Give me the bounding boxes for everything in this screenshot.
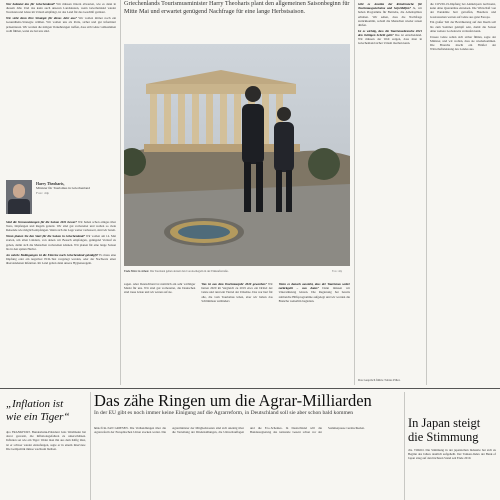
paragraph: hmk./fvm./JAN GRIESEN. Die Verhandlungen über die Agrarreform der Europäischen Union stocken weiter. Die Agrarminister der Mitgliedstaaten sind sich uneinig über die Verteilung der Direktzahlungen, die Umweltauflagen und die Eco-Schemes. In Deutschland will die Bundesregierung das nationale Gesetz schon vor der Sommerpause verabschieden. [94, 426, 365, 435]
agrar-article-text [94, 426, 400, 500]
japan-headline: In Japan steigt die Stimmung [408, 416, 481, 444]
agrar-subheadline: In der EU gibt es noch immer keine Einigung auf die Agrarreform, in Deutschland soll sie aber schon bald kommen [94, 410, 354, 416]
question: Wann planen Sie den Start für die Saison in Griechenland? [6, 234, 85, 239]
paragraph: sagen. Aber Deutschland ist natürlich ein sehr wichtiger Markt für uns. Wir sind gut vorbereitet, die Deutschen sind treue Gäste und wir setzen auf sie. [124, 282, 196, 295]
question: Sind die Voraussetzungen für die Saison 2021 besser? [6, 220, 77, 224]
question: Wenn es danach aussieht, dass der Tourismus weiter zurückgeht – was dann? [278, 282, 350, 291]
answer: Ja, wir haben Programme für Betriebe, die Arbeitsplätze erhalten. Wir sehen, dass die Nachfrage zurückkommt, sobald die Menschen wieder reisen dürfen. [358, 6, 422, 28]
answer: Es muss eine Impfung oder ein negativer PCR-Test vorgelegt werden, oder der Nachweis einer überstandenen Infektion. Im Land gelten dann unsere Hygieneregeln. [6, 252, 116, 266]
photo-headline [124, 0, 350, 44]
agrar-headline: Das zähe Ringen um die Agrar-Milliarden [94, 391, 372, 410]
author-caption [36, 182, 90, 195]
question: War bedeutet das für Griechenland? [6, 2, 55, 6]
paragraph: Unsere Gäste sollen sich sicher fühlen, sagte der Minister, und wir wollen, dass sie wiederkommen. Die Branche macht ein Fünftel der Wirtschaftsleistung des Landes aus. [430, 34, 496, 52]
photo-credit: Foto: ddp [332, 270, 343, 273]
photo-caption-text: Die Touristen gehen derzeit den Corona-Regeln in der Einkaufsstraße. [149, 270, 229, 273]
author-suit [8, 199, 30, 214]
section-divider [0, 388, 500, 389]
column-divider [120, 0, 121, 385]
interview-column-left [6, 2, 116, 177]
photo-caption [124, 270, 350, 274]
author-role: Minister für Tourismus in Griechenland [36, 186, 90, 191]
author-face [13, 184, 25, 198]
question: Wie sieht denn Ihre Strategie für dieses Jahr aus? [6, 16, 77, 21]
answer: Wir müssen Ostern abwarten, wie es dann in diesem Jahr. Und das kann auch unseren Landsleuten, wenn Griechenland wieder Touristen und Gäste im Urlaub empfängt, ist das Land für das Geschäft gerüstet. [6, 2, 116, 15]
column-divider [404, 392, 405, 500]
author-credit: Foto: ddp [36, 190, 50, 195]
paragraph: Ein großer Teil der Bevölkerung auf den Inseln soll bis zum Sommer geimpft sein, damit die Saison ohne weitere Lockdowns verlaufen kann. [430, 20, 496, 33]
column-divider [426, 0, 427, 385]
answer: Wir haben schon einiges über Tests, Impfungen und Regeln gelernt. Wir sind gut vorbereitet und wollen so viele Reisende wie möglich empfangen. Wenn sich die Lage weiter verbessert, sind wir bereit. [6, 220, 116, 233]
author-name: Harry Theoharis, [36, 182, 65, 186]
answer: Wir wollen am 14. Mai starten, um allen Ländern, von denen wir Besuch empfangen, genügend Vorlauf zu geben, damit sich die Menschen vorbereiten können. Wir planen für eine lange Saison bis in den späten Herbst. [6, 234, 116, 251]
interview-column-right [358, 2, 422, 377]
acropolis-photo [124, 44, 350, 266]
answer: Wir hatten 2020 im Vergleich zu 2019 etwa ein Drittel der Gäste und rund ein Viertel der Umsätze. Das war hart für alle, die vom Tourismus leben, aber wir haben das Schlimmste verhindert. [201, 282, 273, 303]
article-column-far-right [430, 2, 496, 385]
question: Gibt es Ansätze der Reisebranche für Tourismusgutscheine und Soforthilfen? [358, 2, 422, 11]
interview-column-left-lower [6, 220, 116, 385]
question: An welche Bedingungen ist die Einreise nach Griechenland geknüpft? [6, 252, 99, 257]
interview-byline: Das Gespräch führte Tobias Piller. [358, 378, 401, 382]
question: Ist es wichtig, dass die Tourismusbranche 2021 den richtigen Schritt geht? [358, 28, 422, 38]
paragraph: die COVID-19-Impfung bei Antikörpern nachweist, kann ohne Quarantäne einreisen. Die Wirtschaft von der Pandemie hart getroffen, Hoteliers und Gastronomen warten auf Gäste aus ganz Europa. [430, 2, 496, 19]
answer: Dann müssen wir Unterstützung leisten. Die Regierung hat bereits zahlreiche Hilfsprogramme aufgelegt und wir werden die Branche weiterhin begleiten. [278, 286, 350, 303]
japan-article-text [408, 448, 496, 500]
photo-headline-text: Griechenlands Tourismusminister Harry Theoharis plant den allgemeinen Saisonbeginn für Mitte Mai und erwartet genügend Nachfrage für eine lange Herbstsaison. [124, 0, 350, 16]
photo-caption-bold: Ende März in Athen: [124, 270, 150, 273]
interview-column-center [124, 282, 350, 386]
inflation-headline: „Inflation ist wie ein Tiger“ [6, 398, 70, 423]
column-divider [90, 392, 91, 500]
question: Was ist aus dem Tourismusjahr 2020 geworden? [201, 282, 267, 286]
column-divider [354, 0, 355, 385]
answer: Das ist entscheidend. Wir müssen der Welt zeigen, dass man in Griechenland sicher Urlaub machen kann. [358, 33, 422, 46]
inflation-article-text [6, 430, 86, 500]
paragraph: dpa FRANKFURT. Bundesbank-Präsident Jens Weidmann hat davor gewarnt, die Inflationsgefahren zu unterschätzen. Inflation sei wie ein Tiger: Wenn man ihn aus dem Käfig lässt, ist er schwer wieder einzufangen, sagte er in einem Interview. Die Geldpolitik müsse wachsam bleiben. [6, 430, 86, 451]
answer: Wir wollen immer noch ein Gesundheits-Strategie wählen. Wir wollen uns als Perle, sicher und gut informiert präsentieren. Wir werden die nötigen Vorkehrungen treffen, dass sich Gäste vollkommen wohl fühlen, wenn sie bei uns sind. [6, 16, 116, 33]
paragraph: chs. TOKIO. Die Stimmung in der japanischen Industrie hat sich zu Beginn des Jahres deutlich aufgehellt. Der Tankan-Index der Bank of Japan stieg auf den höchsten Stand seit Ende 2019. [408, 448, 496, 461]
